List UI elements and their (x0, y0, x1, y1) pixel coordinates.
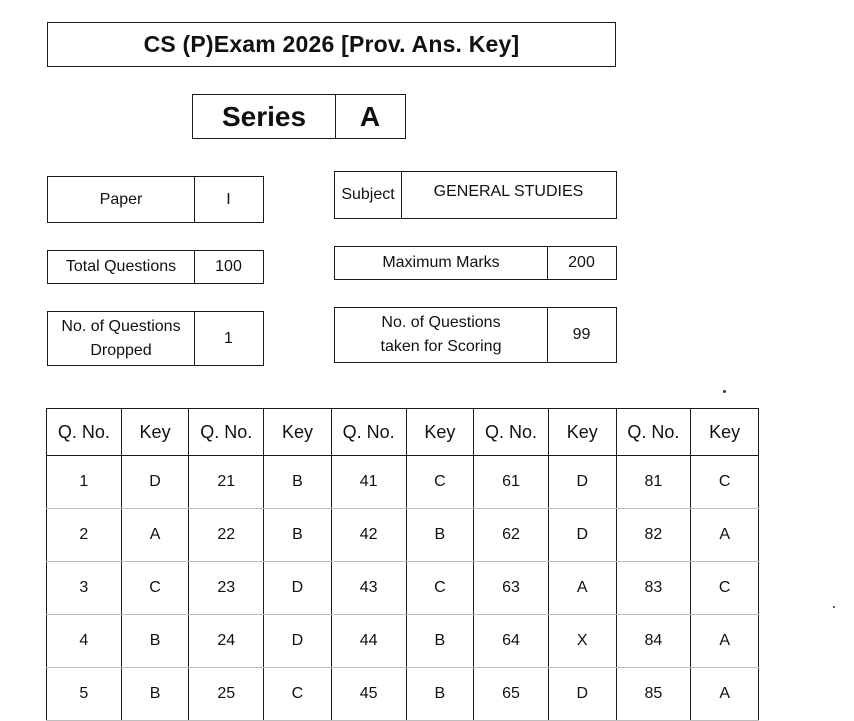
qno-cell: 85 (616, 668, 691, 721)
qno-cell: 4 (47, 615, 122, 668)
key-cell: C (264, 668, 332, 721)
key-cell: D (548, 456, 616, 509)
header-key: Key (264, 409, 332, 456)
exam-title-box (47, 22, 616, 67)
series-label: Series (221, 100, 307, 132)
qno-cell: 42 (331, 509, 406, 562)
key-cell: C (691, 456, 759, 509)
key-cell: B (406, 668, 474, 721)
qno-cell: 21 (189, 456, 264, 509)
subject-box (334, 171, 617, 219)
qno-cell: 44 (331, 615, 406, 668)
qno-cell: 5 (47, 668, 122, 721)
questions-dropped-value: 1 (224, 329, 233, 347)
qno-cell: 65 (474, 668, 549, 721)
qno-cell: 64 (474, 615, 549, 668)
questions-scoring-label (335, 308, 547, 362)
qno-cell: 2 (47, 509, 122, 562)
qno-cell: 82 (616, 509, 691, 562)
qno-cell: 43 (331, 562, 406, 615)
header-qno: Q. No. (189, 409, 264, 456)
table-row (47, 456, 759, 509)
questions-scoring-label-line2: taken for Scoring (380, 338, 502, 355)
key-cell: B (264, 509, 332, 562)
paper-label: Paper (99, 190, 143, 208)
table-row (47, 615, 759, 668)
qno-cell: 25 (189, 668, 264, 721)
qno-cell: 83 (616, 562, 691, 615)
scan-speck (833, 606, 835, 608)
max-marks-box (334, 246, 617, 280)
header-key: Key (121, 409, 189, 456)
subject-label: Subject (341, 186, 395, 203)
max-marks-value: 200 (568, 254, 595, 271)
key-cell: A (691, 668, 759, 721)
qno-cell: 81 (616, 456, 691, 509)
answer-key-table (46, 408, 759, 721)
questions-dropped-box (47, 311, 264, 366)
key-cell: D (548, 668, 616, 721)
key-cell: A (121, 509, 189, 562)
table-row (47, 509, 759, 562)
scan-speck (723, 390, 726, 393)
questions-dropped-label (48, 312, 194, 365)
key-cell: C (406, 456, 474, 509)
header-key: Key (548, 409, 616, 456)
header-key: Key (691, 409, 759, 456)
key-cell: A (691, 615, 759, 668)
key-cell: D (121, 456, 189, 509)
qno-cell: 45 (331, 668, 406, 721)
key-cell: C (691, 562, 759, 615)
key-cell: B (264, 456, 332, 509)
exam-title: CS (P)Exam 2026 [Prov. Ans. Key] (143, 31, 520, 57)
key-cell: D (548, 509, 616, 562)
total-questions-value: 100 (215, 258, 242, 275)
key-cell: C (121, 562, 189, 615)
questions-scoring-label-line1: No. of Questions (381, 314, 501, 331)
key-cell: B (406, 615, 474, 668)
qno-cell: 24 (189, 615, 264, 668)
answer-key-header-row (47, 409, 759, 456)
header-key: Key (406, 409, 474, 456)
table-row (47, 562, 759, 615)
qno-cell: 61 (474, 456, 549, 509)
header-qno: Q. No. (474, 409, 549, 456)
qno-cell: 63 (474, 562, 549, 615)
paper-box (47, 176, 264, 223)
key-cell: X (548, 615, 616, 668)
qno-cell: 84 (616, 615, 691, 668)
series-value: A (359, 100, 381, 132)
max-marks-label: Maximum Marks (382, 254, 500, 271)
questions-dropped-label-line2: Dropped (90, 341, 152, 359)
table-row (47, 668, 759, 721)
key-cell: C (406, 562, 474, 615)
total-questions-box (47, 250, 264, 284)
header-qno: Q. No. (331, 409, 406, 456)
questions-dropped-label-line1: No. of Questions (61, 317, 181, 335)
key-cell: A (548, 562, 616, 615)
key-cell: D (264, 562, 332, 615)
paper-value: I (226, 190, 231, 208)
key-cell: B (121, 668, 189, 721)
questions-scoring-value: 99 (572, 326, 591, 343)
header-qno: Q. No. (47, 409, 122, 456)
qno-cell: 62 (474, 509, 549, 562)
key-cell: D (264, 615, 332, 668)
qno-cell: 1 (47, 456, 122, 509)
qno-cell: 23 (189, 562, 264, 615)
key-cell: B (406, 509, 474, 562)
qno-cell: 22 (189, 509, 264, 562)
key-cell: A (691, 509, 759, 562)
header-qno: Q. No. (616, 409, 691, 456)
total-questions-label: Total Questions (65, 258, 177, 275)
questions-scoring-box (334, 307, 617, 363)
qno-cell: 3 (47, 562, 122, 615)
qno-cell: 41 (331, 456, 406, 509)
key-cell: B (121, 615, 189, 668)
series-box (192, 94, 406, 139)
subject-value: GENERAL STUDIES (433, 183, 584, 200)
